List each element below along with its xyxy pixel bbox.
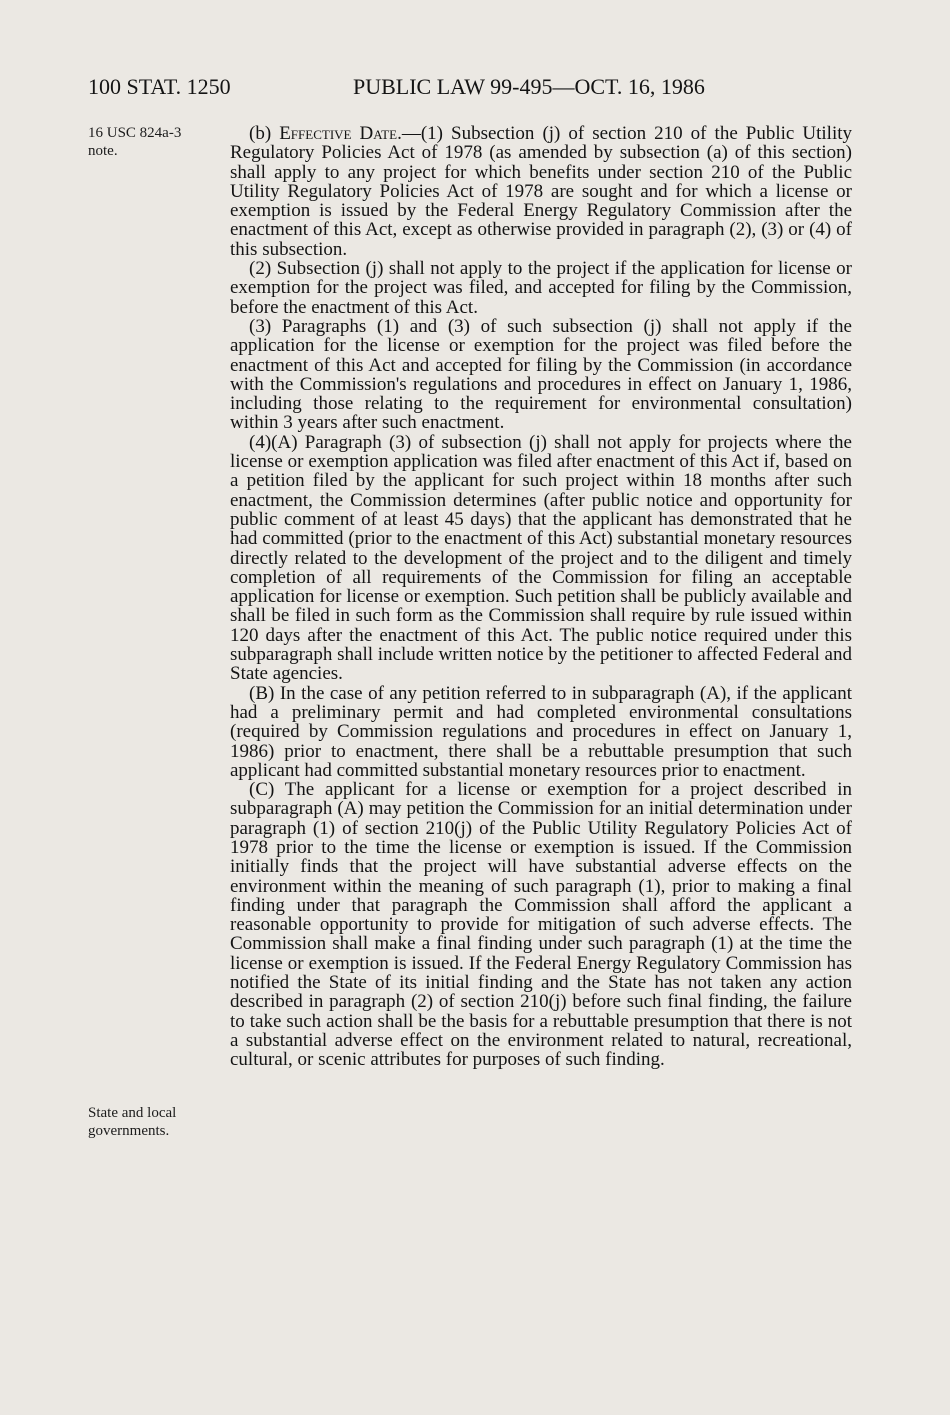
paragraph-4b: (B) In the case of any petition referred to in subparagraph (A), if the applicant had a preliminary permit and had completed environmental consultations (required by Commission regulations and procedures in effect on January 1, 1986) prior to enactment, there shall be a rebuttable presumption that such applicant had committed substantial monetary resources prior to enactment. [230, 682, 852, 781]
margin-note-state-local-line2: governments. [88, 1123, 170, 1139]
margin-note-state-local-line1: State and local [88, 1105, 177, 1121]
paragraph-2: (2) Subsection (j) shall not apply to the project if the application for license or exemption for the project was filed, and accepted for filing by the Commission, before the enactment of this Act. [230, 258, 852, 318]
paragraph-1 [230, 124, 852, 259]
stat-page-number: 100 STAT. 1250 [88, 74, 231, 99]
paragraph-3: (3) Paragraphs (1) and (3) of such subsection (j) shall not apply if the application for the license or exemption for the project was filed before the enactment of this Act and accepted for filing by the Commission (in accordance with the Commission's regulations and procedures in effect on January 1, 1986, including those relating to the requirement for environmental consultation) within 3 years after such enactment. [230, 315, 852, 434]
section-heading: Effective Date. [279, 123, 402, 144]
public-law-title: PUBLIC LAW 99-495—OCT. 16, 1986 [353, 74, 705, 99]
paragraph-4a: (4)(A) Paragraph (3) of subsection (j) shall not apply for projects where the license or exemption application was filed after enactment of this Act if, based on a petition filed by the applicant for such project within 18 months after such enactment, the Commission determines (after public notice and opportunity for public comment of at least 45 days) that the applicant has demonstrated that he had committed (prior to the enactment of this Act) substantial monetary resources directly related to the development of the project and to the diligent and timely completion of all requirements of the Commission for filing an acceptable application for license or exemption. Such petition shall be publicly available and shall be filed in such form as the Commission shall require by rule issued within 120 days after the enactment of this Act. The public notice required under this subparagraph shall include written notice by the petitioner to affected Federal and State agencies. [230, 431, 852, 685]
page-header [88, 74, 848, 106]
margin-note-usc [88, 124, 216, 160]
paragraph-4c: (C) The applicant for a license or exemption for a project described in subparagraph (A) may petition the Commission for an initial determination under paragraph (1) of section 210(j) of the Public Utility Regulatory Policies Act of 1978 prior to the time the license or exemption is issued. If the Commission initially finds that the project will have substantial adverse effects on the environment within the meaning of such paragraph (1), prior to making a final finding under that paragraph the Commission shall afford the applicant a reasonable opportunity to provide for mitigation of such adverse effects. The Commission shall make a final finding under such paragraph (1) at the time the license or exemption is issued. If the Federal Energy Regulatory Commission has notified the State of its initial finding and the State has not taken any action described in paragraph (2) of section 210(j) before such final finding, the failure to take such action shall be the basis for a rebuttable presumption that there is not a substantial adverse effect on the environment related to natural, recreational, cultural, or scenic attributes for purposes of such finding. [230, 779, 852, 1071]
margin-note-usc-line2: note. [88, 143, 118, 159]
margin-note-usc-line1: 16 USC 824a-3 [88, 125, 182, 141]
paragraph-1-text: —(1) Subsection (j) of section 210 of the Public Utility Regulatory Policies Act of 1978 (as amended by subsection (a) of this section) shall apply to any project for which benefits under section 210 of the Public Utility Regulatory Policies Act of 1978 are sought and for which a license or exemption is issued by the Federal Energy Regulatory Commission after the enactment of this Act, except as otherwise provided in paragraph (2), (3) or (4) of this subsection. [230, 123, 853, 260]
section-b-body [230, 124, 852, 1070]
margin-note-state-local [88, 1104, 216, 1140]
subsection-label: (b) [249, 123, 280, 144]
